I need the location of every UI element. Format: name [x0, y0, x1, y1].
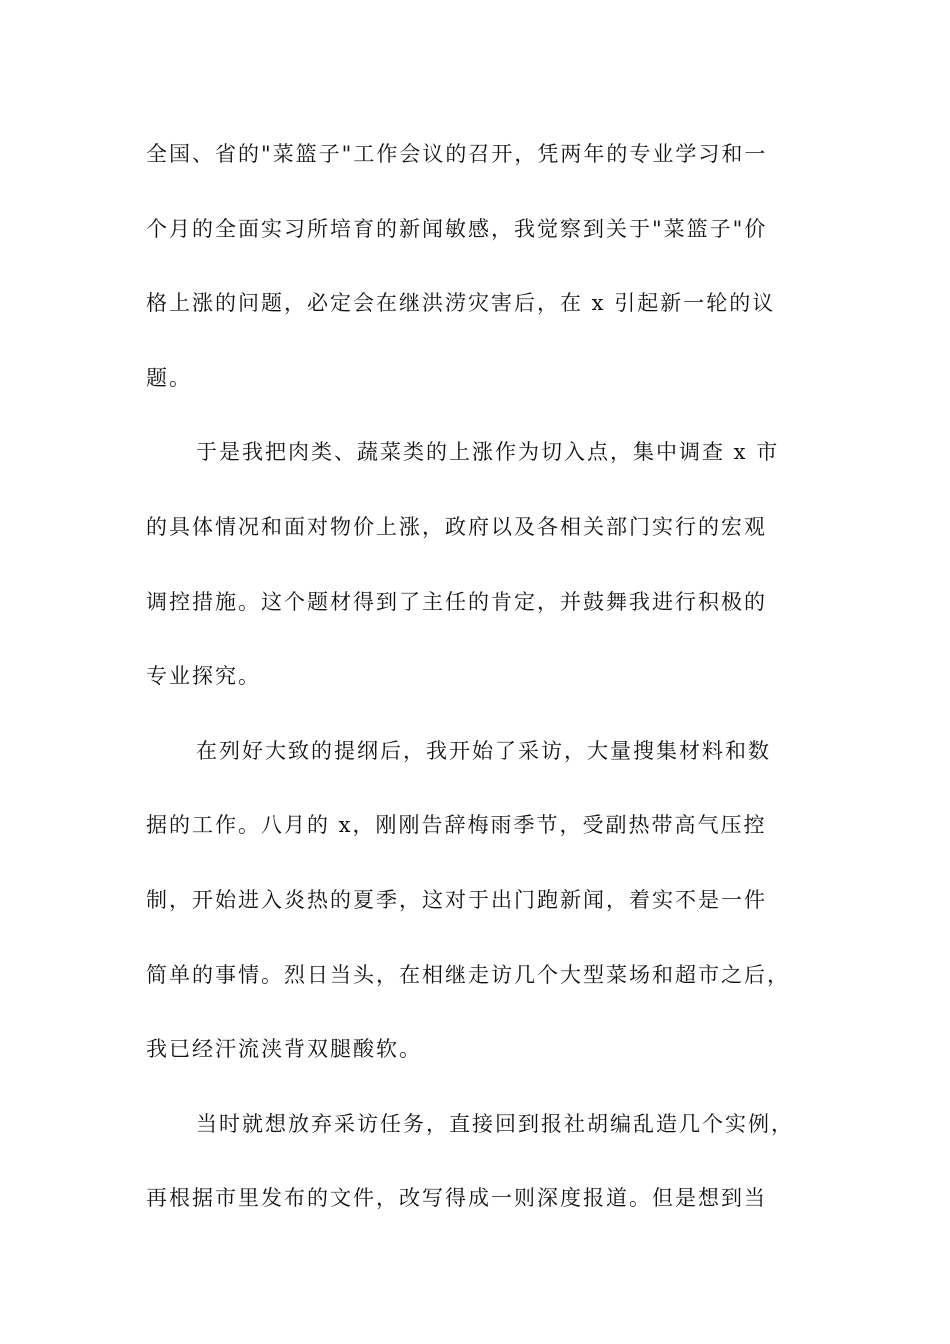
- text-line: 全国、省的"菜篮子"工作会议的召开，凭两年的专业学习和一: [146, 142, 768, 166]
- text-line: 题。: [146, 365, 192, 390]
- text-line: 简单的事情。烈日当头，在相继走访几个大型菜场和超市之后，: [146, 962, 790, 987]
- document-body: [146, 117, 808, 1236]
- paragraph-3: [146, 714, 808, 1087]
- paragraph-1: [146, 117, 808, 415]
- text-line: 于是我把肉类、蔬菜类的上涨作为切入点，集中调查 x 市: [196, 440, 780, 465]
- text-line: 格上涨的问题，必定会在继洪涝灾害后，在 x 引起新一轮的议: [146, 291, 776, 316]
- paragraph-4: [146, 1087, 808, 1236]
- text-line: 制，开始进入炎热的夏季，这对于出门跑新闻，着实不是一件: [146, 887, 767, 912]
- text-line: 我已经汗流浃背双腿酸软。: [146, 1037, 422, 1062]
- text-line: 据的工作。八月的 x，刚刚告辞梅雨季节，受副热带高气压控: [146, 813, 767, 838]
- text-line: 当时就想放弃采访任务，直接回到报社胡编乱造几个实例，: [196, 1111, 794, 1136]
- paragraph-2: [146, 415, 808, 713]
- text-line: 专业探究。: [146, 664, 261, 689]
- text-line: 再根据市里发布的文件，改写得成一则深度报道。但是想到当: [146, 1186, 767, 1211]
- text-line: 调控措施。这个题材得到了主任的肯定，并鼓舞我进行积极的: [146, 589, 767, 614]
- text-line: 个月的全面实习所培育的新闻敏感，我觉察到关于"菜篮子"价: [146, 216, 768, 241]
- text-line: 的具体情况和面对物价上涨，政府以及各相关部门实行的宏观: [146, 514, 767, 539]
- text-line: 在列好大致的提纲后，我开始了采访，大量搜集材料和数: [196, 738, 771, 763]
